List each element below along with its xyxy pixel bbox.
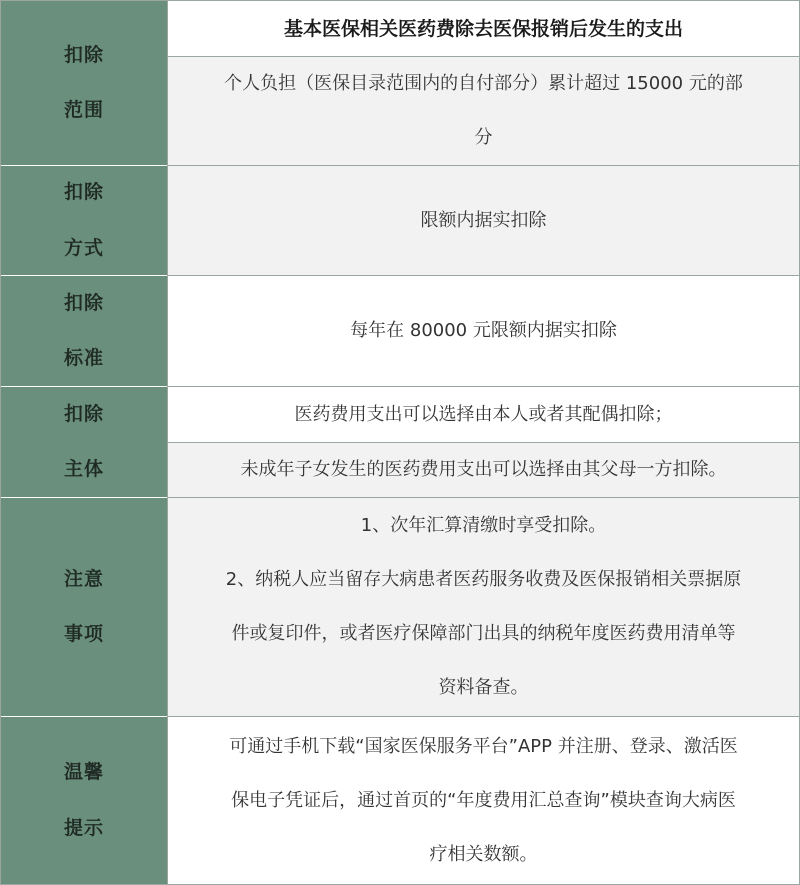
subject-cell-children	[168, 443, 799, 497]
row-label	[1, 166, 167, 276]
cell-text: 未成年子女发生的医药费用支出可以选择由其父母一方扣除。	[240, 459, 727, 480]
cell-text: 资料备查。	[438, 677, 529, 698]
row-content	[167, 166, 799, 276]
label-line: 标准	[63, 347, 104, 369]
cell-text: 医药费用支出可以选择由本人或者其配偶扣除；	[294, 403, 673, 425]
cell-text: 每年在 80000 元限额内据实扣除	[350, 320, 617, 341]
method-cell	[168, 166, 799, 275]
label-line: 事项	[63, 623, 104, 645]
cell-text: 1、次年汇算清缴时享受扣除。	[360, 515, 607, 536]
row-deduction-scope	[1, 1, 799, 166]
cell-text: 可通过手机下载“国家医保服务平台”APP 并注册、登录、激活医	[229, 735, 738, 757]
label-line: 扣除	[63, 43, 104, 66]
row-label	[1, 717, 167, 884]
label-line: 范围	[63, 99, 104, 121]
cell-text: 限额内据实扣除	[420, 209, 547, 231]
notes-cell	[168, 498, 799, 716]
label-line: 提示	[63, 816, 104, 839]
cell-text: 个人负担（医保目录范围内的自付部分）累计超过 15000 元的部	[224, 73, 743, 94]
label-line: 方式	[63, 236, 104, 259]
row-content	[167, 276, 799, 387]
label-line: 注意	[63, 567, 104, 590]
row-notes	[1, 498, 799, 717]
row-deduction-subject	[1, 387, 799, 498]
row-label	[1, 387, 167, 498]
standard-cell	[168, 276, 799, 386]
row-content	[167, 717, 799, 884]
row-content	[167, 498, 799, 717]
cell-text: 件或复印件，或者医疗保障部门出具的纳税年度医药费用清单等	[231, 623, 736, 644]
subject-cell-spouse	[168, 387, 799, 442]
row-label	[1, 498, 167, 717]
row-label	[1, 1, 167, 166]
cell-text: 疗相关数额。	[429, 843, 538, 865]
label-line: 主体	[63, 458, 104, 480]
label-line: 扣除	[63, 291, 104, 314]
row-label	[1, 276, 167, 387]
cell-text: 2、纳税人应当留存大病患者医药服务收费及医保报销相关票据原	[225, 569, 742, 590]
row-content	[167, 1, 799, 166]
label-line: 扣除	[63, 402, 104, 425]
row-deduction-method	[1, 166, 799, 276]
scope-heading-cell	[168, 1, 799, 56]
scope-detail-cell	[168, 57, 799, 165]
cell-text: 分	[474, 127, 493, 148]
cell-text: 保电子凭证后，通过首页的“年度费用汇总查询”模块查询大病医	[231, 789, 736, 811]
row-deduction-standard	[1, 276, 799, 387]
row-content	[167, 387, 799, 498]
row-tips	[1, 717, 799, 884]
label-line: 温馨	[63, 761, 104, 784]
label-line: 扣除	[63, 181, 104, 204]
tips-cell	[168, 717, 799, 884]
cell-text: 基本医保相关医药费除去医保报销后发生的支出	[283, 17, 683, 40]
